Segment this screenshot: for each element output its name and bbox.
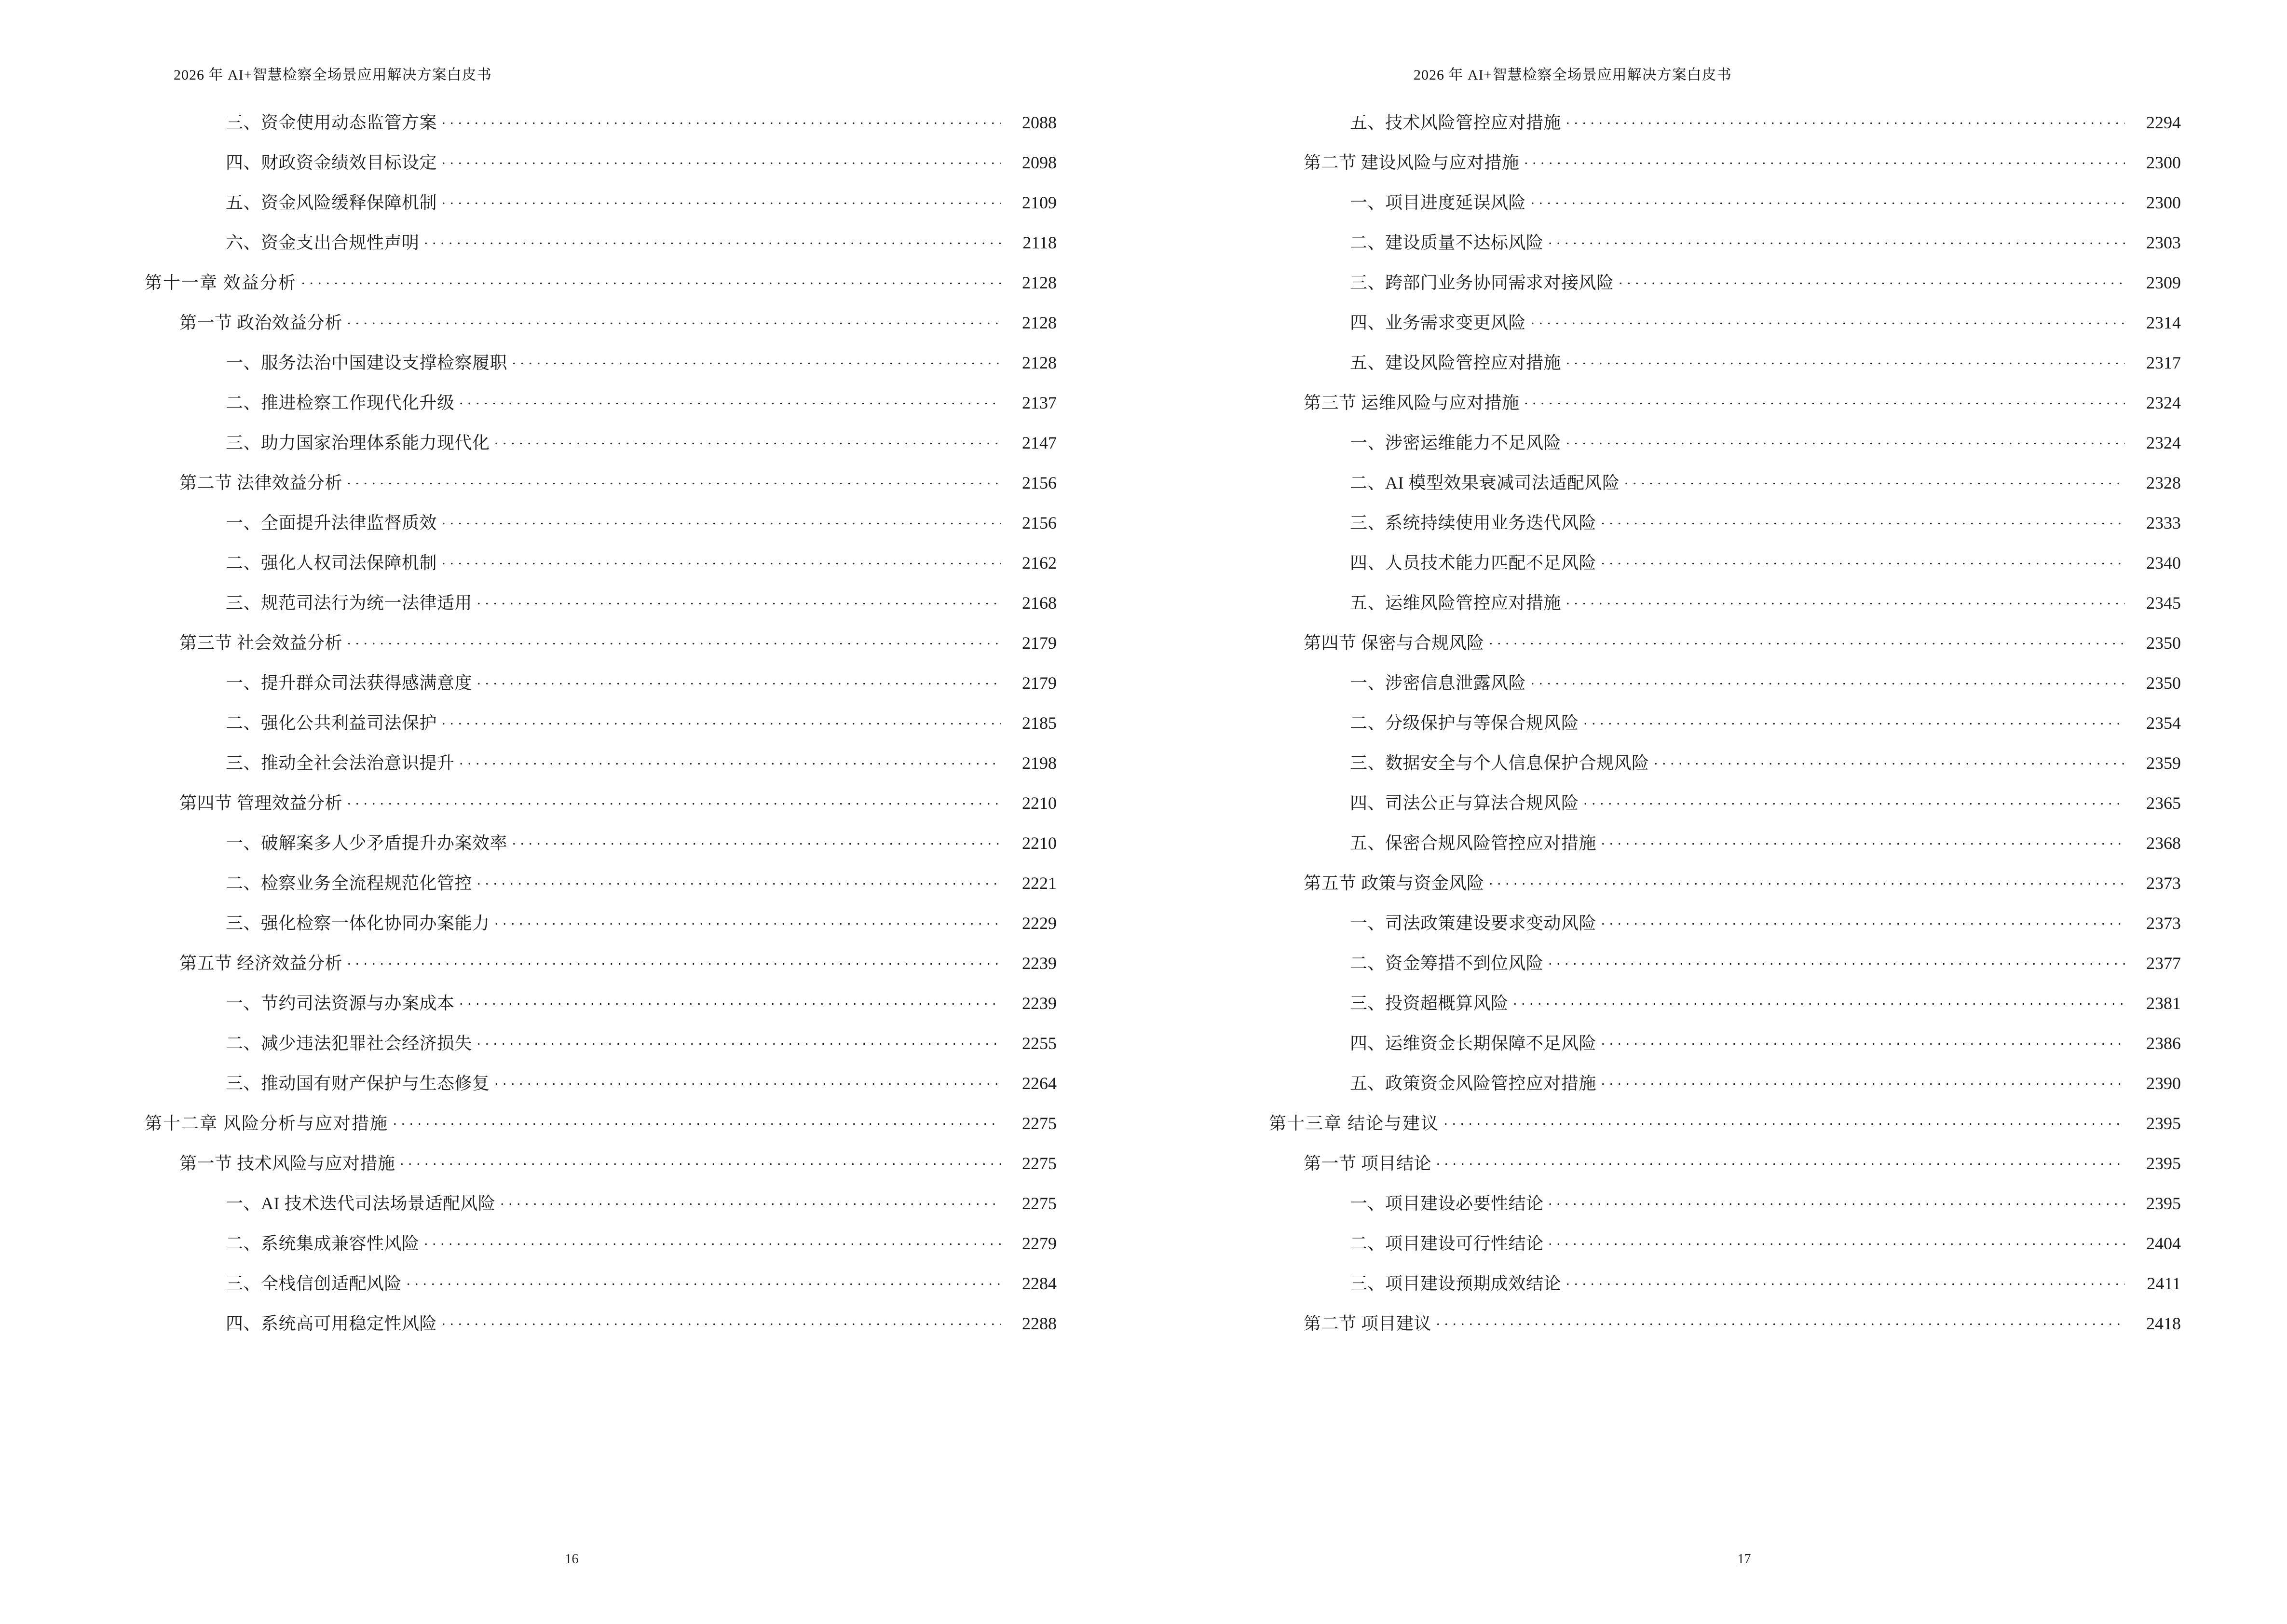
toc-entry-page-number: 2395 xyxy=(2146,1154,2181,1173)
toc-leader-dots xyxy=(1566,431,2125,449)
toc-entry[interactable] xyxy=(1304,631,2181,652)
toc-entry-page-number: 2377 xyxy=(2146,954,2181,973)
toc-entry-page-number: 2239 xyxy=(1022,994,1057,1013)
toc-leader-dots xyxy=(1566,591,2125,609)
toc-entry-label: 三、数据安全与个人信息保护合规风险 xyxy=(1350,753,1649,773)
toc-entry-page-number: 2350 xyxy=(2146,673,2181,693)
toc-leader-dots xyxy=(1549,1232,2125,1249)
toc-entry-label: 一、破解案多人少矛盾提升办案效率 xyxy=(226,833,508,853)
toc-entry[interactable] xyxy=(1304,1152,2181,1172)
toc-entry[interactable] xyxy=(1350,1072,2181,1092)
toc-entry[interactable] xyxy=(179,471,1057,491)
toc-leader-dots xyxy=(1601,1032,2125,1049)
toc-entry-page-number: 2390 xyxy=(2146,1074,2181,1093)
toc-entry[interactable] xyxy=(226,992,1057,1012)
toc-entry-page-number: 2386 xyxy=(2146,1034,2181,1053)
toc-entry-page-number: 2350 xyxy=(2146,633,2181,653)
toc-entry[interactable] xyxy=(226,551,1057,572)
toc-entry-label: 三、规范司法行为统一法律适用 xyxy=(226,593,473,613)
toc-leader-dots xyxy=(442,511,1001,529)
toc-entry[interactable] xyxy=(1350,231,2181,251)
toc-leader-dots xyxy=(495,912,1001,929)
toc-entry-label: 第五节 政策与资金风险 xyxy=(1304,873,1484,893)
toc-entry-label: 三、系统持续使用业务迭代风险 xyxy=(1350,513,1597,532)
toc-leader-dots xyxy=(393,1112,1001,1129)
toc-entry-label: 一、AI 技术迭代司法场景适配风险 xyxy=(226,1194,496,1213)
toc-entry-label: 一、项目进度延误风险 xyxy=(1350,193,1526,212)
toc-leader-dots xyxy=(1601,912,2125,929)
toc-entry-label: 五、保密合规风险管控应对措施 xyxy=(1350,833,1597,853)
toc-entry[interactable] xyxy=(1350,351,2181,371)
toc-entry[interactable] xyxy=(226,671,1057,692)
running-head-right: 2026 年 AI+智慧检察全场景应用解决方案白皮书 xyxy=(1414,67,1732,83)
toc-entry-page-number: 2239 xyxy=(1022,954,1057,973)
toc-entry[interactable] xyxy=(226,912,1057,932)
toc-entry[interactable] xyxy=(1350,471,2181,491)
toc-entry-label: 四、系统高可用稳定性风险 xyxy=(226,1314,437,1333)
toc-entry-page-number: 2229 xyxy=(1022,914,1057,933)
toc-entry[interactable] xyxy=(1350,1272,2181,1292)
toc-leader-dots xyxy=(347,792,1001,809)
running-head-left: 2026 年 AI+智慧检察全场景应用解决方案白皮书 xyxy=(174,67,492,83)
toc-entry-page-number: 2198 xyxy=(1022,753,1057,773)
toc-entry-label: 二、强化公共利益司法保护 xyxy=(226,713,437,733)
toc-entry[interactable] xyxy=(1350,1032,2181,1052)
toc-leader-dots xyxy=(1489,631,2125,649)
toc-leader-dots xyxy=(301,271,1001,288)
toc-entry-page-number: 2418 xyxy=(2146,1314,2181,1333)
toc-leader-dots xyxy=(1531,311,2125,328)
toc-leader-dots xyxy=(1444,1112,2125,1129)
toc-leader-dots xyxy=(501,1192,1001,1209)
toc-leader-dots xyxy=(1619,271,2125,288)
toc-entry-label: 五、政策资金风险管控应对措施 xyxy=(1350,1074,1597,1093)
toc-leader-dots xyxy=(442,111,1001,128)
toc-entry-label: 四、司法公正与算法合规风险 xyxy=(1350,793,1579,813)
toc-leader-dots xyxy=(512,832,1001,849)
toc-entry-label: 第二节 建设风险与应对措施 xyxy=(1304,153,1520,172)
toc-entry[interactable] xyxy=(1304,391,2181,411)
toc-entry-label: 二、系统集成兼容性风险 xyxy=(226,1234,420,1253)
toc-entry-label: 二、强化人权司法保障机制 xyxy=(226,553,437,573)
toc-entry[interactable] xyxy=(145,271,1057,291)
toc-leader-dots xyxy=(1436,1312,2125,1329)
toc-leader-dots xyxy=(477,1032,1001,1049)
toc-leader-dots xyxy=(1531,191,2125,208)
toc-entry-page-number: 2303 xyxy=(2146,233,2181,252)
toc-leader-dots xyxy=(1566,351,2125,368)
toc-entry-label: 六、资金支出合规性声明 xyxy=(226,233,420,252)
toc-entry-label: 第三节 社会效益分析 xyxy=(179,633,343,653)
toc-leader-dots xyxy=(407,1272,1001,1289)
toc-entry-page-number: 2359 xyxy=(2146,753,2181,773)
toc-leader-dots xyxy=(400,1152,1001,1169)
toc-entry[interactable] xyxy=(226,832,1057,852)
toc-entry-label: 三、助力国家治理体系能力现代化 xyxy=(226,433,490,452)
toc-leader-dots xyxy=(477,591,1001,609)
toc-entry[interactable] xyxy=(1350,751,2181,772)
toc-entry-label: 二、项目建设可行性结论 xyxy=(1350,1234,1544,1253)
toc-entry-page-number: 2264 xyxy=(1022,1074,1057,1093)
toc-entry[interactable] xyxy=(226,231,1057,251)
toc-entry-label: 五、建设风险管控应对措施 xyxy=(1350,353,1562,372)
toc-leader-dots xyxy=(1601,1072,2125,1089)
toc-entry-label: 一、司法政策建设要求变动风险 xyxy=(1350,914,1597,933)
toc-leader-dots xyxy=(477,671,1001,689)
toc-entry-page-number: 2210 xyxy=(1022,833,1057,853)
toc-entry-page-number: 2098 xyxy=(1022,153,1057,172)
toc-leader-dots xyxy=(1549,231,2125,248)
toc-leader-dots xyxy=(347,471,1001,489)
toc-entry-page-number: 2275 xyxy=(1022,1154,1057,1173)
toc-entry-label: 二、分级保护与等保合规风险 xyxy=(1350,713,1579,733)
toc-entry-page-number: 2156 xyxy=(1022,473,1057,492)
toc-entry-label: 第一节 项目结论 xyxy=(1304,1154,1432,1173)
toc-entry-page-number: 2373 xyxy=(2146,914,2181,933)
toc-leader-dots xyxy=(1566,111,2125,128)
toc-entry-label: 四、财政资金绩效目标设定 xyxy=(226,153,437,172)
toc-entry-page-number: 2411 xyxy=(2147,1274,2181,1293)
toc-entry-page-number: 2381 xyxy=(2146,994,2181,1013)
toc-leader-dots xyxy=(1525,151,2125,168)
toc-entry-page-number: 2168 xyxy=(1022,593,1057,613)
toc-entry[interactable] xyxy=(1304,151,2181,171)
toc-leader-dots xyxy=(1601,832,2125,849)
toc-leader-dots xyxy=(1566,1272,2125,1289)
toc-entry-page-number: 2345 xyxy=(2146,593,2181,613)
toc-entry-page-number: 2185 xyxy=(1022,713,1057,733)
toc-entry-label: 第十三章 结论与建议 xyxy=(1269,1114,1440,1133)
toc-entry-page-number: 2395 xyxy=(2146,1114,2181,1133)
toc-entry-page-number: 2324 xyxy=(2146,433,2181,452)
toc-entry-label: 一、节约司法资源与办案成本 xyxy=(226,994,455,1013)
toc-entry-page-number: 2324 xyxy=(2146,393,2181,412)
toc-entry-page-number: 2368 xyxy=(2146,833,2181,853)
toc-leader-dots xyxy=(442,711,1001,729)
toc-entry[interactable] xyxy=(226,351,1057,371)
toc-entry[interactable] xyxy=(226,1312,1057,1332)
toc-entry[interactable] xyxy=(1350,311,2181,331)
toc-entry-page-number: 2294 xyxy=(2146,113,2181,132)
toc-entry[interactable] xyxy=(1350,952,2181,972)
toc-entry-page-number: 2275 xyxy=(1022,1114,1057,1133)
toc-entry[interactable] xyxy=(1350,711,2181,732)
toc-entry-page-number: 2300 xyxy=(2146,153,2181,172)
toc-entry[interactable] xyxy=(226,111,1057,131)
toc-entry-label: 三、资金使用动态监管方案 xyxy=(226,113,437,132)
toc-leader-dots xyxy=(442,551,1001,569)
toc-entry[interactable] xyxy=(179,792,1057,812)
toc-entry-page-number: 2309 xyxy=(2146,273,2181,292)
toc-entry[interactable] xyxy=(1350,111,2181,131)
toc-entry-label: 四、业务需求变更风险 xyxy=(1350,313,1526,332)
toc-entry[interactable] xyxy=(226,191,1057,211)
toc-entry-label: 一、提升群众司法获得感满意度 xyxy=(226,673,473,693)
toc-leader-dots xyxy=(460,391,1001,409)
toc-entry[interactable] xyxy=(226,431,1057,451)
toc-entry[interactable] xyxy=(1350,832,2181,852)
toc-entry-page-number: 2128 xyxy=(1022,313,1057,332)
toc-entry[interactable] xyxy=(1350,271,2181,291)
toc-entry-page-number: 2128 xyxy=(1022,273,1057,292)
toc-entry-page-number: 2328 xyxy=(2146,473,2181,492)
toc-entry-page-number: 2162 xyxy=(1022,553,1057,573)
toc-entry-page-number: 2088 xyxy=(1022,113,1057,132)
toc-entry[interactable] xyxy=(179,1152,1057,1172)
toc-entry[interactable] xyxy=(145,1112,1057,1132)
toc-leader-dots xyxy=(347,952,1001,969)
toc-entry-label: 第五节 经济效益分析 xyxy=(179,954,343,973)
toc-entry-label: 第一节 技术风险与应对措施 xyxy=(179,1154,395,1173)
toc-entry-label: 二、检察业务全流程规范化管控 xyxy=(226,873,473,893)
toc-entry[interactable] xyxy=(179,311,1057,331)
toc-entry-page-number: 2128 xyxy=(1022,353,1057,372)
toc-entry[interactable] xyxy=(226,511,1057,532)
toc-leader-dots xyxy=(512,351,1001,368)
toc-entry[interactable] xyxy=(1269,1112,2181,1132)
toc-leader-dots xyxy=(477,872,1001,889)
toc-leader-dots xyxy=(424,1232,1001,1249)
toc-entry-page-number: 2147 xyxy=(1022,433,1057,452)
toc-leader-dots xyxy=(1584,792,2125,809)
toc-list-left xyxy=(145,111,1057,1332)
toc-entry-page-number: 2288 xyxy=(1022,1314,1057,1333)
toc-entry[interactable] xyxy=(1350,591,2181,612)
toc-entry-label: 二、AI 模型效果衰减司法适配风险 xyxy=(1350,473,1620,492)
toc-entry-page-number: 2179 xyxy=(1022,633,1057,653)
toc-leader-dots xyxy=(442,1312,1001,1329)
toc-entry-label: 二、减少违法犯罪社会经济损失 xyxy=(226,1034,473,1053)
toc-leader-dots xyxy=(1436,1152,2125,1169)
toc-leader-dots xyxy=(1654,751,2125,769)
toc-entry-label: 五、资金风险缓释保障机制 xyxy=(226,193,437,212)
toc-list-right xyxy=(1269,111,2181,1332)
toc-entry-page-number: 2109 xyxy=(1022,193,1057,212)
page-number-left: 16 xyxy=(565,1552,579,1567)
toc-entry-page-number: 2275 xyxy=(1022,1194,1057,1213)
toc-entry-page-number: 2340 xyxy=(2146,553,2181,573)
toc-entry-label: 第三节 运维风险与应对措施 xyxy=(1304,393,1520,412)
toc-leader-dots xyxy=(347,311,1001,328)
toc-leader-dots xyxy=(460,992,1001,1009)
toc-entry[interactable] xyxy=(226,751,1057,772)
toc-leader-dots xyxy=(1531,671,2125,689)
toc-entry[interactable] xyxy=(226,391,1057,411)
toc-entry[interactable] xyxy=(1350,511,2181,532)
toc-entry[interactable] xyxy=(1350,1232,2181,1252)
toc-leader-dots xyxy=(1513,992,2125,1009)
toc-leader-dots xyxy=(347,631,1001,649)
toc-entry-page-number: 2137 xyxy=(1022,393,1057,412)
page-right xyxy=(1144,0,2287,1624)
toc-entry[interactable] xyxy=(226,872,1057,892)
toc-entry-label: 一、服务法治中国建设支撑检察履职 xyxy=(226,353,508,372)
toc-entry-page-number: 2210 xyxy=(1022,793,1057,813)
toc-entry[interactable] xyxy=(179,952,1057,972)
toc-entry[interactable] xyxy=(226,151,1057,171)
toc-entry[interactable] xyxy=(226,591,1057,612)
toc-entry-page-number: 2284 xyxy=(1022,1274,1057,1293)
toc-leader-dots xyxy=(495,1072,1001,1089)
toc-entry-page-number: 2395 xyxy=(2146,1194,2181,1213)
toc-entry-page-number: 2317 xyxy=(2146,353,2181,372)
toc-entry-label: 第四节 保密与合规风险 xyxy=(1304,633,1484,653)
toc-leader-dots xyxy=(1549,952,2125,969)
toc-entry[interactable] xyxy=(1350,431,2181,451)
toc-entry[interactable] xyxy=(226,1272,1057,1292)
toc-entry-page-number: 2279 xyxy=(1022,1234,1057,1253)
toc-entry-label: 三、投资超概算风险 xyxy=(1350,994,1509,1013)
toc-entry-label: 第二节 法律效益分析 xyxy=(179,473,343,492)
toc-entry[interactable] xyxy=(1350,191,2181,211)
toc-leader-dots xyxy=(1525,391,2125,409)
toc-entry-label: 三、推动国有财产保护与生态修复 xyxy=(226,1074,490,1093)
toc-entry-label: 三、强化检察一体化协同办案能力 xyxy=(226,914,490,933)
toc-entry-label: 二、建设质量不达标风险 xyxy=(1350,233,1544,252)
toc-entry-label: 四、运维资金长期保障不足风险 xyxy=(1350,1034,1597,1053)
toc-entry-label: 第一节 政治效益分析 xyxy=(179,313,343,332)
toc-entry[interactable] xyxy=(226,711,1057,732)
toc-entry-label: 三、全栈信创适配风险 xyxy=(226,1274,402,1293)
toc-entry[interactable] xyxy=(226,1072,1057,1092)
toc-entry-label: 一、全面提升法律监督质效 xyxy=(226,513,437,532)
toc-entry-page-number: 2354 xyxy=(2146,713,2181,733)
toc-entry[interactable] xyxy=(1350,992,2181,1012)
toc-entry-label: 第四节 管理效益分析 xyxy=(179,793,343,813)
toc-entry-page-number: 2404 xyxy=(2146,1234,2181,1253)
toc-leader-dots xyxy=(424,231,1001,248)
toc-entry-label: 二、资金筹措不到位风险 xyxy=(1350,954,1544,973)
toc-leader-dots xyxy=(1584,711,2125,729)
toc-entry-label: 四、人员技术能力匹配不足风险 xyxy=(1350,553,1597,573)
toc-entry-label: 第二节 项目建议 xyxy=(1304,1314,1432,1333)
toc-leader-dots xyxy=(1549,1192,2125,1209)
toc-entry-label: 五、技术风险管控应对措施 xyxy=(1350,113,1562,132)
toc-entry[interactable] xyxy=(1350,912,2181,932)
toc-entry[interactable] xyxy=(1350,792,2181,812)
toc-entry[interactable] xyxy=(1350,1192,2181,1212)
toc-entry[interactable] xyxy=(179,631,1057,652)
toc-entry-label: 三、推动全社会法治意识提升 xyxy=(226,753,455,773)
toc-entry-label: 二、推进检察工作现代化升级 xyxy=(226,393,455,412)
toc-entry-label: 一、项目建设必要性结论 xyxy=(1350,1194,1544,1213)
toc-entry-label: 一、涉密运维能力不足风险 xyxy=(1350,433,1562,452)
toc-entry-label: 第十二章 风险分析与应对措施 xyxy=(145,1114,389,1133)
toc-entry[interactable] xyxy=(226,1192,1057,1212)
toc-leader-dots xyxy=(495,431,1001,449)
toc-entry[interactable] xyxy=(1350,551,2181,572)
toc-entry-label: 一、涉密信息泄露风险 xyxy=(1350,673,1526,693)
toc-entry[interactable] xyxy=(1304,1312,2181,1332)
toc-entry-page-number: 2314 xyxy=(2146,313,2181,332)
toc-leader-dots xyxy=(460,751,1001,769)
toc-leader-dots xyxy=(442,191,1001,208)
page-number-right: 17 xyxy=(1737,1552,1751,1567)
toc-entry-page-number: 2365 xyxy=(2146,793,2181,813)
toc-leader-dots xyxy=(1601,551,2125,569)
toc-entry-label: 三、项目建设预期成效结论 xyxy=(1350,1274,1562,1293)
toc-entry-page-number: 2156 xyxy=(1022,513,1057,532)
toc-leader-dots xyxy=(1625,471,2125,489)
toc-entry[interactable] xyxy=(1304,872,2181,892)
toc-entry[interactable] xyxy=(226,1032,1057,1052)
toc-entry-label: 五、运维风险管控应对措施 xyxy=(1350,593,1562,613)
toc-entry-label: 第十一章 效益分析 xyxy=(145,273,297,292)
toc-entry-label: 三、跨部门业务协同需求对接风险 xyxy=(1350,273,1614,292)
toc-entry[interactable] xyxy=(226,1232,1057,1252)
toc-entry-page-number: 2221 xyxy=(1022,873,1057,893)
toc-entry[interactable] xyxy=(1350,671,2181,692)
toc-entry-page-number: 2255 xyxy=(1022,1034,1057,1053)
toc-entry-page-number: 2118 xyxy=(1022,233,1057,252)
toc-entry-page-number: 2373 xyxy=(2146,873,2181,893)
toc-leader-dots xyxy=(1601,511,2125,529)
toc-entry-page-number: 2333 xyxy=(2146,513,2181,532)
toc-leader-dots xyxy=(442,151,1001,168)
toc-entry-page-number: 2179 xyxy=(1022,673,1057,693)
toc-entry-page-number: 2300 xyxy=(2146,193,2181,212)
toc-leader-dots xyxy=(1489,872,2125,889)
